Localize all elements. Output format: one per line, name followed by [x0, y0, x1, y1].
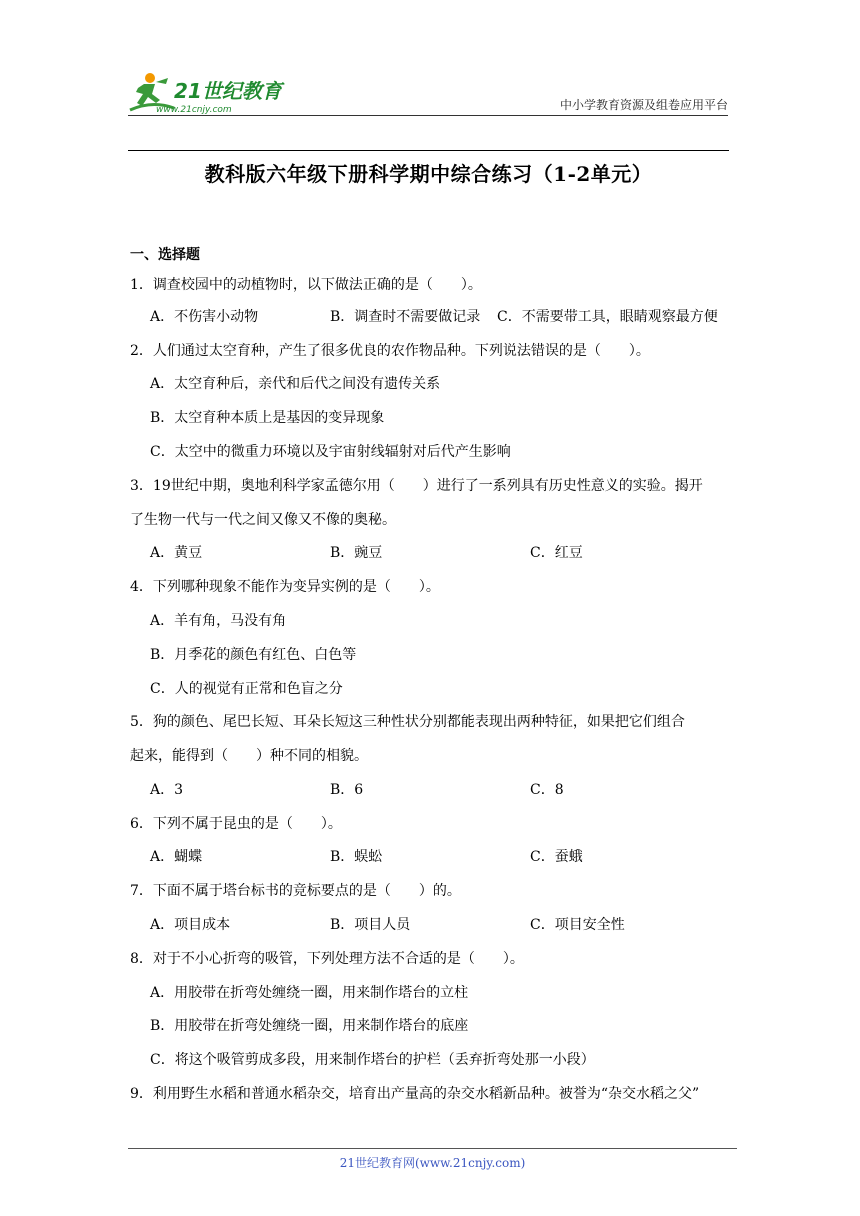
question-3-option-b[interactable]: B．豌豆 — [330, 545, 383, 561]
question-4-option-a[interactable]: A．羊有角，马没有角 — [150, 613, 287, 629]
question-3-option-c[interactable]: C．红豆 — [530, 545, 583, 561]
question-1-stem: 1．调查校园中的动植物时，以下做法正确的是（ ）。 — [130, 277, 482, 293]
page-title: 教科版六年级下册科学期中综合练习（1-2单元） — [204, 162, 653, 186]
question-5-stem: 5．狗的颜色、尾巴长短、耳朵长短这三种性状分别都能表现出两种特征，如果把它们组合 — [130, 714, 685, 730]
question-1-option-b[interactable]: B．调查时不需要做记录 — [330, 309, 481, 325]
platform-slogan: 中小学教育资源及组卷应用平台 — [559, 98, 728, 112]
question-4-option-c[interactable]: C．人的视觉有正常和色盲之分 — [150, 681, 343, 697]
runner-logo-icon — [122, 70, 292, 116]
question-5-stem-cont: 起来，能得到（ ）种不同的相貌。 — [130, 748, 368, 764]
question-2-option-a[interactable]: A．太空育种后，亲代和后代之间没有遗传关系 — [150, 376, 441, 392]
question-5-option-c[interactable]: C．8 — [530, 782, 564, 798]
logo — [122, 70, 292, 116]
question-2-stem: 2．人们通过太空育种，产生了很多优良的农作物品种。下列说法错误的是（ ）。 — [130, 343, 650, 359]
section-heading: 一、选择题 — [130, 247, 200, 263]
question-3-stem: 3．19世纪中期，奥地利科学家孟德尔用（ ）进行了一系列具有历史性意义的实验。揭开 — [130, 478, 703, 494]
footer-rule — [128, 1148, 737, 1149]
question-7-option-c[interactable]: C．项目安全性 — [530, 917, 625, 933]
question-4-stem: 4．下列哪种现象不能作为变异实例的是（ ）。 — [130, 579, 440, 595]
question-2-option-c[interactable]: C．太空中的微重力环境以及宇宙射线辐射对后代产生影响 — [150, 444, 511, 460]
question-3-stem-cont: 了生物一代与一代之间又像又不像的奥秘。 — [130, 512, 396, 528]
question-7-stem: 7．下面不属于塔台标书的竞标要点的是（ ）的。 — [130, 883, 461, 899]
question-6-option-a[interactable]: A．蝴蝶 — [150, 849, 203, 865]
question-8-option-b[interactable]: B．用胶带在折弯处缠绕一圈，用来制作塔台的底座 — [150, 1018, 469, 1034]
question-1-option-a[interactable]: A．不伤害小动物 — [150, 309, 259, 325]
question-6-stem: 6．下列不属于昆虫的是（ ）。 — [130, 816, 342, 832]
question-7-option-a[interactable]: A．项目成本 — [150, 917, 231, 933]
question-8-option-a[interactable]: A．用胶带在折弯处缠绕一圈，用来制作塔台的立柱 — [150, 985, 469, 1001]
question-5-option-b[interactable]: B．6 — [330, 782, 364, 798]
svg-text:www.21cnjy.com: www.21cnjy.com — [156, 105, 232, 115]
question-6-option-c[interactable]: C．蚕蛾 — [530, 849, 583, 865]
question-3-option-a[interactable]: A．黄豆 — [150, 545, 203, 561]
question-6-option-b[interactable]: B．蜈蚣 — [330, 849, 383, 865]
header-rule — [128, 115, 728, 116]
footer-link[interactable]: 21世纪教育网(www.21cnjy.com) — [339, 1156, 526, 1170]
question-8-stem: 8．对于不小心折弯的吸管，下列处理方法不合适的是（ ）。 — [130, 951, 524, 967]
question-7-option-b[interactable]: B．项目人员 — [330, 917, 411, 933]
question-2-option-b[interactable]: B．太空育种本质上是基因的变异现象 — [150, 410, 385, 426]
question-8-option-c[interactable]: C．将这个吸管剪成多段，用来制作塔台的护栏（丢弃折弯处那一小段） — [150, 1052, 595, 1068]
question-5-option-a[interactable]: A．3 — [150, 782, 184, 798]
question-1-option-c[interactable]: C．不需要带工具，眼睛观察最方便 — [497, 309, 718, 325]
svg-text:21世纪教育: 21世纪教育 — [174, 79, 282, 103]
question-9-stem: 9．利用野生水稻和普通水稻杂交，培育出产量高的杂交水稻新品种。被誉为“杂交水稻之父” — [130, 1086, 700, 1102]
title-rule — [128, 150, 729, 151]
question-4-option-b[interactable]: B．月季花的颜色有红色、白色等 — [150, 647, 357, 663]
